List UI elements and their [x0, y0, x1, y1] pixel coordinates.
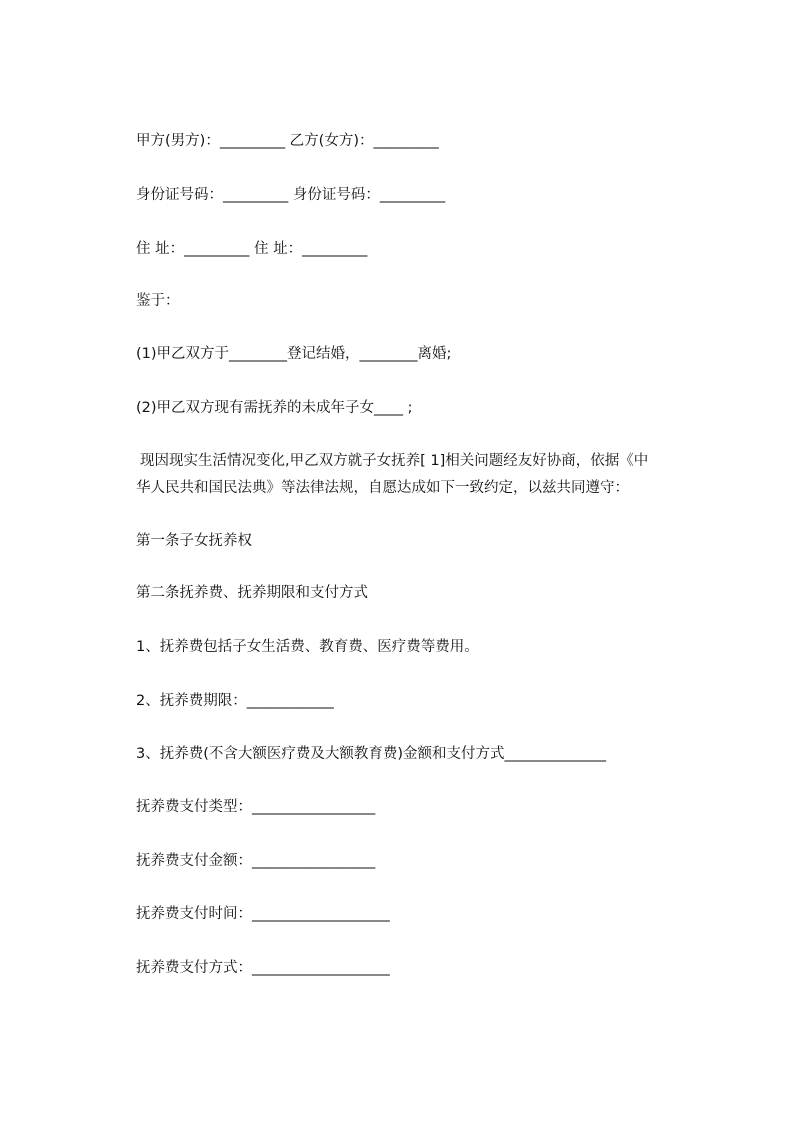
- article-2-heading: 第二条抚养费、抚养期限和支付方式: [136, 585, 368, 601]
- recital-2: (2)甲乙双方现有需抚养的未成年子女____ ;: [136, 400, 413, 416]
- preamble-line-2: 华人民共和国民法典》等法律法规，自愿达成如下一致约定，以兹共同遵守：: [136, 480, 629, 496]
- item-1: 1、抚养费包括子女生活费、教育费、医疗费等费用。: [136, 639, 479, 655]
- payment-method-field: 抚养费支付方式：___________________: [136, 960, 390, 976]
- article-1-heading: 第一条子女抚养权: [136, 533, 252, 549]
- id-number-line: 身份证号码：_________ 身份证号码：_________: [136, 187, 446, 203]
- whereas-heading: 鉴于：: [136, 293, 180, 309]
- recital-1: (1)甲乙双方于________登记结婚，________离婚;: [136, 346, 452, 362]
- item-2: 2、抚养费期限：____________: [136, 693, 334, 709]
- payment-amount-field: 抚养费支付金额：_________________: [136, 853, 376, 869]
- item-3: 3、抚养费(不含大额医疗费及大额教育费)金额和支付方式______________: [136, 746, 607, 762]
- payment-type-field: 抚养费支付类型：_________________: [136, 799, 376, 815]
- payment-time-field: 抚养费支付时间：___________________: [136, 906, 390, 922]
- address-line: 住 址：_________ 住 址：_________: [136, 241, 368, 257]
- preamble-line-1: 现因现实生活情况变化,甲乙双方就子女抚养[ 1]相关问题经友好协商，依据《中: [140, 453, 649, 469]
- party-names-line: 甲方(男方)：_________ 乙方(女方)：_________: [136, 133, 439, 149]
- agreement-preamble: [136, 448, 716, 502]
